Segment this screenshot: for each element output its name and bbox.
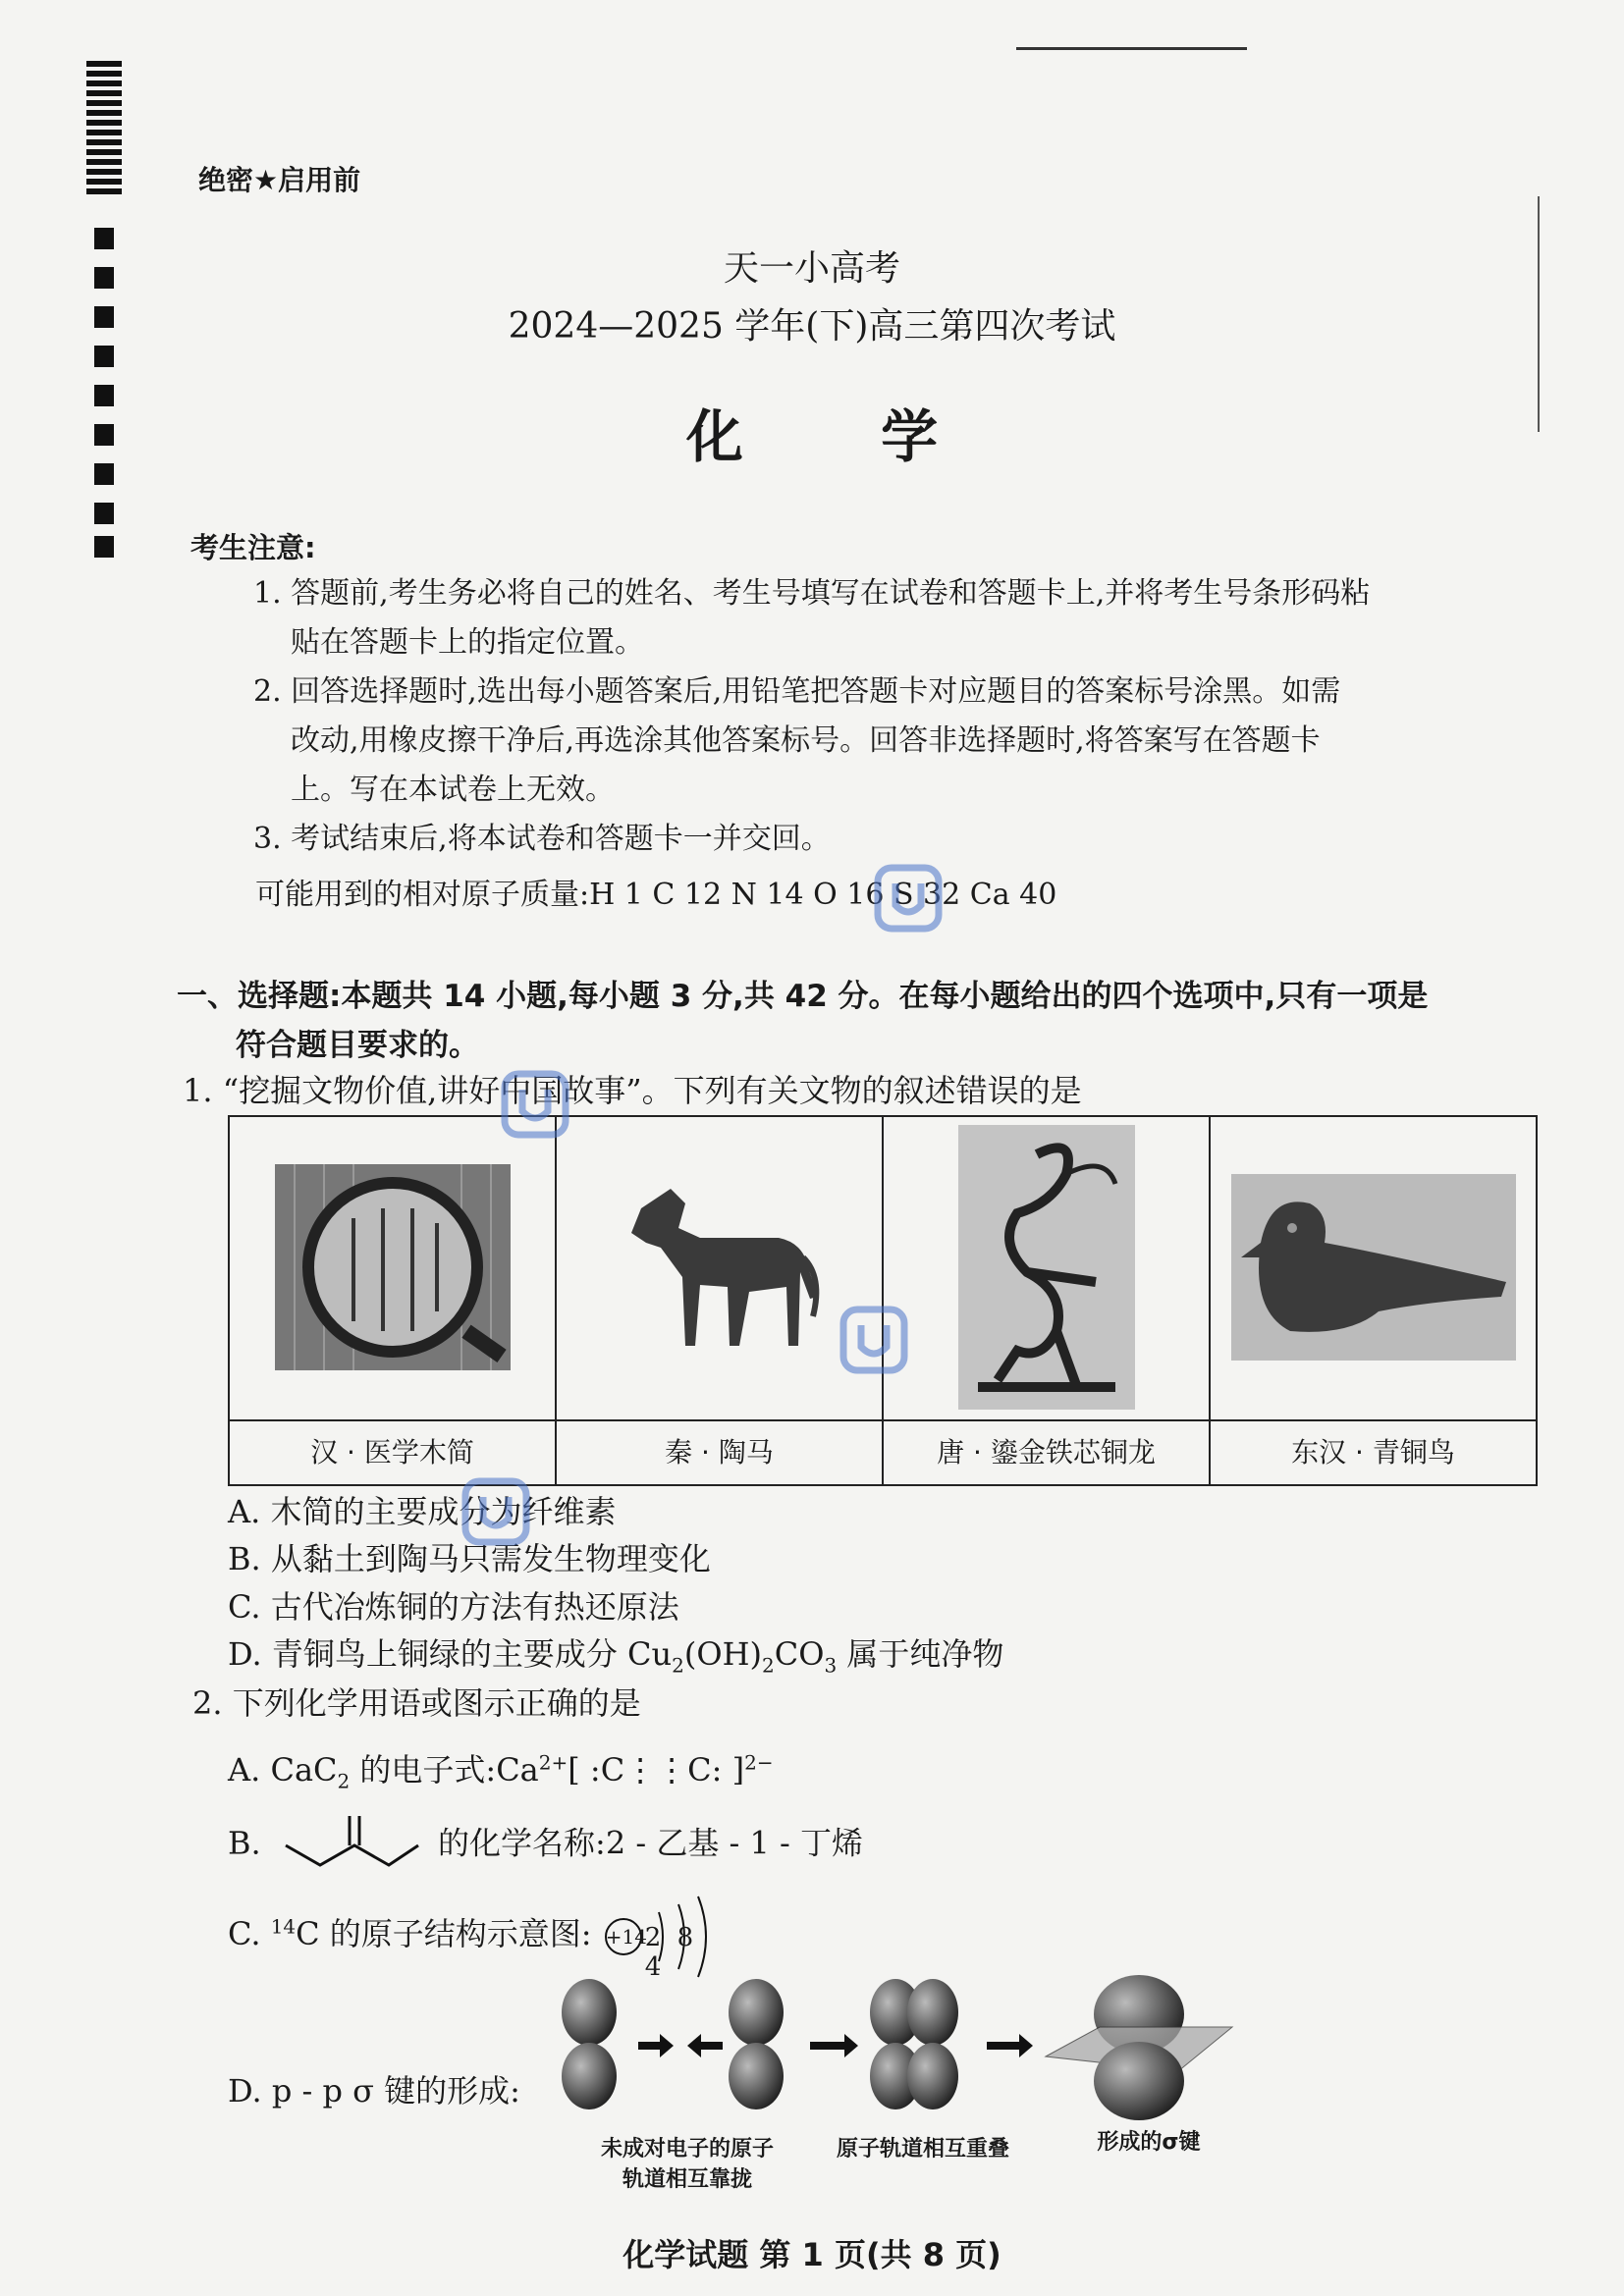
option-text: 属于纯净物 <box>837 1635 1004 1673</box>
q2-option-c: C. $^{14}$C 的原子结构示意图: +14 2 8 4 <box>228 1909 720 1956</box>
q2-option-b <box>228 1816 863 1875</box>
q1-option-d: D. 青铜鸟上铜绿的主要成分 $Cu_2(OH)_2CO_3$ 属于纯净物 <box>228 1635 1004 1678</box>
organization-title: 天一小高考 <box>723 248 900 289</box>
barcode-strip <box>86 57 122 194</box>
bronze-bird-image <box>1211 1117 1536 1417</box>
artifact-table <box>228 1115 1538 1486</box>
option-text: A. CaC <box>228 1751 338 1789</box>
diagram-label: 形成的σ键 <box>1097 2130 1201 2155</box>
notice-item: 1. 答题前,考生务必将自己的姓名、考生号填写在试卷和答题卡上,并将考生号条形码粘 <box>253 576 1371 611</box>
artifact-caption: 秦 · 陶马 <box>557 1419 882 1484</box>
diagram-label: 原子轨道相互重叠 <box>836 2137 1009 2162</box>
subject-title: 化 学 <box>685 403 998 470</box>
atomic-structure-diagram <box>602 1917 720 1982</box>
option-label: C. <box>228 1915 261 1952</box>
artifact-cell <box>1211 1117 1536 1484</box>
option-text: D. 青铜鸟上铜绿的主要成分 Cu <box>228 1635 673 1673</box>
nucleus-charge: +14 <box>605 1924 647 1949</box>
notice-item: 2. 回答选择题时,选出每小题答案后,用铅笔把答题卡对应题目的答案标号涂黑。如需 <box>253 674 1341 709</box>
section-heading <box>177 972 1532 1070</box>
sigma-bond-diagram <box>550 1963 1237 2130</box>
q1-option-a: A. 木简的主要成分为纤维素 <box>228 1493 617 1530</box>
artifact-cell <box>230 1117 557 1484</box>
binding-mark <box>94 346 114 367</box>
pottery-horse-image <box>557 1117 882 1417</box>
artifact-cell <box>884 1117 1211 1484</box>
artifact-caption: 东汉 · 青铜鸟 <box>1211 1419 1536 1484</box>
section-heading-line: 符合题目要求的。 <box>236 1028 479 1063</box>
option-label: B. <box>228 1824 261 1862</box>
bronze-dragon-image <box>884 1117 1209 1417</box>
notice-item: 改动,用橡皮擦干净后,再选涂其他答案标号。回答非选择题时,将答案写在答题卡 <box>291 723 1321 758</box>
atomic-masses: 可能用到的相对原子质量:H 1 C 12 N 14 O 16 S 32 Ca 40 <box>255 878 1057 912</box>
notice-list <box>253 569 1530 864</box>
question-1-stem: 1. “挖掘文物价值,讲好中国故事”。下列有关文物的叙述错误的是 <box>183 1072 1082 1109</box>
q2-option-a: A. CaC$_2$ 的电子式$:Ca^{2+}$[ :C⋮⋮C: ]$^{2-}$ <box>228 1750 774 1793</box>
artifact-cell <box>557 1117 884 1484</box>
notice-heading: 考生注意: <box>190 531 316 564</box>
confidential-label: 绝密★启用前 <box>198 164 361 196</box>
option-text: 的电子式:Ca <box>350 1751 539 1789</box>
question-2-stem: 2. 下列化学用语或图示正确的是 <box>192 1684 641 1722</box>
q2-option-d: D. p - p σ 键的形成: <box>228 2072 520 2109</box>
notice-item: 上。写在本试卷上无效。 <box>291 773 615 807</box>
bamboo-slip-image <box>230 1117 555 1417</box>
q1-option-b: B. 从黏土到陶马只需发生物理变化 <box>228 1540 711 1577</box>
option-text: 的化学名称:2 - 乙基 - 1 - 丁烯 <box>438 1824 864 1862</box>
skeletal-formula-icon <box>271 1816 428 1875</box>
page-footer: 化学试题 第 1 页(共 8 页) <box>623 2236 1001 2273</box>
exam-title: 2024—2025 学年(下)高三第四次考试 <box>508 306 1116 347</box>
artifact-caption: 汉 · 医学木简 <box>230 1419 555 1484</box>
q1-option-c: C. 古代冶炼铜的方法有热还原法 <box>228 1588 679 1626</box>
notice-item: 贴在答题卡上的指定位置。 <box>291 625 644 660</box>
watermark-logo <box>461 1477 530 1546</box>
diagram-label: 未成对电子的原子 轨道相互靠拢 <box>600 2137 774 2192</box>
watermark-logo <box>874 864 943 933</box>
electron-shells: 2 8 4 <box>644 1922 698 1982</box>
binding-mark <box>94 503 114 524</box>
notice-item: 3. 考试结束后,将本试卷和答题卡一并交回。 <box>253 822 831 856</box>
top-rule <box>1016 47 1247 50</box>
option-text: C 的原子结构示意图: <box>296 1915 592 1952</box>
binding-mark <box>94 536 114 558</box>
artifact-caption: 唐 · 鎏金铁芯铜龙 <box>884 1419 1209 1484</box>
section-heading-line: 一、选择题:本题共 14 小题,每小题 3 分,共 42 分。在每小题给出的四个选项中,只有一项是 <box>177 979 1429 1014</box>
watermark-logo <box>501 1070 569 1139</box>
watermark-logo <box>839 1306 908 1374</box>
